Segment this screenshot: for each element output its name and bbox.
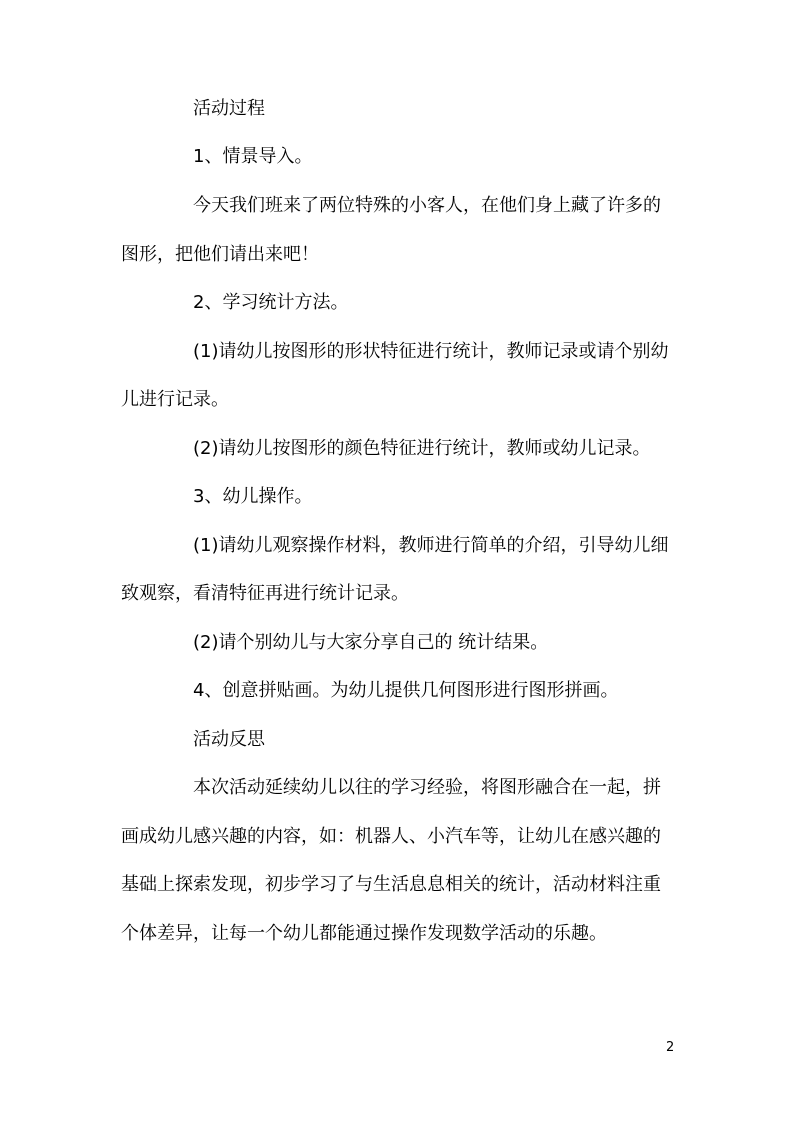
heading-activity-process: 活动过程	[193, 98, 265, 119]
page-number: 2	[666, 1040, 675, 1055]
paragraph-line: 基础上探索发现，初步学习了与生活息息相关的统计，活动材料注重	[121, 874, 661, 895]
paragraph-line: 本次活动延续幼儿以往的学习经验，将图形融合在一起，拼	[193, 777, 661, 798]
paragraph-line: 图形，把他们请出来吧！	[121, 244, 319, 265]
paragraph-line: 儿进行记录。	[121, 389, 229, 410]
paragraph-line: 致观察，看清特征再进行统计记录。	[121, 583, 409, 604]
paragraph-line: 今天我们班来了两位特殊的小客人，在他们身上藏了许多的	[193, 195, 661, 216]
step-2-heading: 2、学习统计方法。	[193, 292, 349, 313]
step-3-heading: 3、幼儿操作。	[193, 486, 313, 507]
paragraph-line: 画成幼儿感兴趣的内容，如：机器人、小汽车等，让幼儿在感兴趣的	[121, 826, 661, 847]
heading-activity-reflection: 活动反思	[193, 729, 265, 750]
step-1-heading: 1、情景导入。	[193, 146, 313, 167]
paragraph-line: (1)请幼儿按图形的形状特征进行统计，教师记录或请个别幼	[193, 341, 669, 362]
paragraph-line: (2)请个别幼儿与大家分享自己的 统计结果。	[193, 632, 549, 653]
paragraph-line: (2)请幼儿按图形的颜色特征进行统计，教师或幼儿记录。	[193, 438, 651, 459]
paragraph-line: 个体差异，让每一个幼儿都能通过操作发现数学活动的乐趣。	[121, 923, 607, 944]
paragraph-line: (1)请幼儿观察操作材料，教师进行简单的介绍，引导幼儿细	[193, 535, 669, 556]
step-4-heading: 4、创意拼贴画。为幼儿提供几何图形进行图形拼画。	[193, 680, 619, 701]
